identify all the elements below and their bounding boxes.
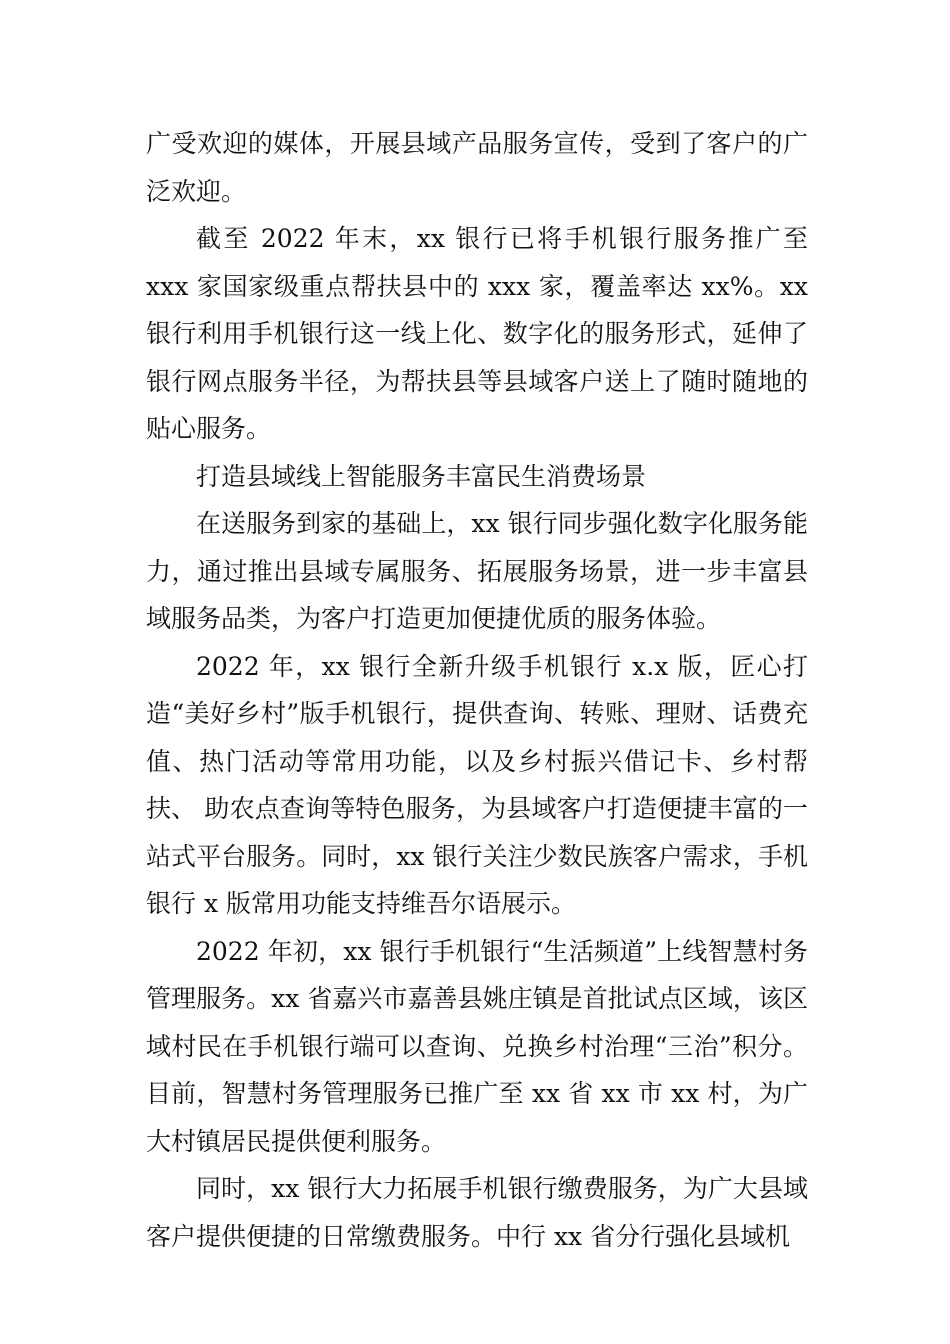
paragraph-village-affairs: 2022 年初，xx 银行手机银行“生活频道”上线智慧村务管理服务。xx 省嘉兴市嘉善县姚庄镇是首批试点区域，该区域村民在手机银行端可以查询、兑换乡村治理“三治”积分。目前，智慧村务管理服务已推广至 xx 省 xx 市 xx 村，为广大村镇居民提供便利服务。 xyxy=(146,936,808,1156)
document-body xyxy=(146,120,808,1260)
paragraph-coverage: 截至 2022 年末，xx 银行已将手机银行服务推广至 xxx 家国家级重点帮扶县中的 xxx 家，覆盖率达 xx%。xx 银行利用手机银行这一线上化、数字化的服务形式，延伸了银行网点服务半径，为帮扶县等县域客户送上了随时随地的贴心服务。 xyxy=(146,224,808,443)
paragraph-continuation: 广受欢迎的媒体，开展县域产品服务宣传，受到了客户的广泛欢迎。 xyxy=(146,129,808,206)
paragraph-digital-services: 在送服务到家的基础上，xx 银行同步强化数字化服务能力，通过推出县域专属服务、拓展服务场景，进一步丰富县域服务品类，为客户打造更加便捷优质的服务体验。 xyxy=(146,509,808,633)
paragraph-app-upgrade: 2022 年，xx 银行全新升级手机银行 x.x 版，匠心打造“美好乡村”版手机银行，提供查询、转账、理财、话费充值、热门活动等常用功能，以及乡村振兴借记卡、乡村帮扶、 助农点查询等特色服务，为县域客户打造便捷丰富的一站式平台服务。同时，xx 银行关注少数民族客户需求，手机银行 x 版常用功能支持维吾尔语展示。 xyxy=(146,651,808,918)
section-heading: 打造县域线上智能服务丰富民生消费场景 xyxy=(196,461,647,491)
paragraph-payment-services: 同时，xx 银行大力拓展手机银行缴费服务，为广大县域客户提供便捷的日常缴费服务。中行 xx 省分行强化县域机 xyxy=(146,1174,808,1251)
